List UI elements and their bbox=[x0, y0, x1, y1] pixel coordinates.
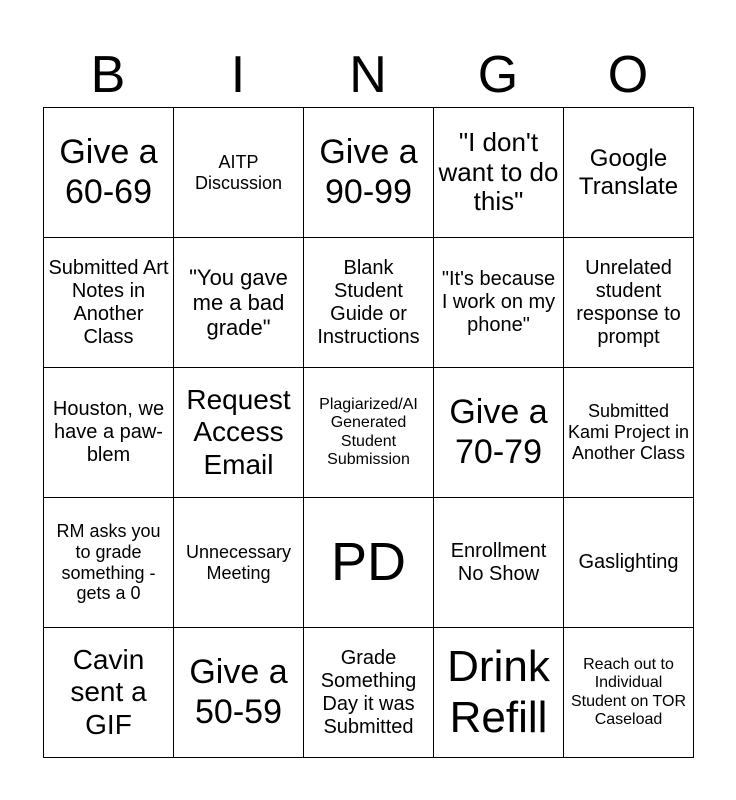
bingo-cell[interactable]: Unnecessary Meeting bbox=[174, 498, 304, 628]
bingo-cell[interactable]: Google Translate bbox=[564, 108, 694, 238]
bingo-cell[interactable]: Houston, we have a paw-blem bbox=[44, 368, 174, 498]
bingo-cell[interactable]: Give a 60-69 bbox=[44, 108, 174, 238]
bingo-cell[interactable]: Submitted Art Notes in Another Class bbox=[44, 238, 174, 368]
bingo-cell[interactable]: "It's because I work on my phone" bbox=[434, 238, 564, 368]
bingo-cell[interactable]: AITP Discussion bbox=[174, 108, 304, 238]
bingo-board bbox=[43, 107, 694, 758]
header-letter-b: B bbox=[90, 46, 126, 104]
header-letter-g: G bbox=[477, 46, 519, 104]
bingo-cell[interactable]: Submitted Kami Project in Another Class bbox=[564, 368, 694, 498]
bingo-cell[interactable]: Unrelated student response to prompt bbox=[564, 238, 694, 368]
bingo-cell[interactable]: Reach out to Individual Student on TOR Caseload bbox=[564, 628, 694, 758]
board-row bbox=[44, 238, 694, 368]
bingo-cell[interactable]: Drink Refill bbox=[434, 628, 564, 758]
bingo-cell[interactable]: Give a 50-59 bbox=[174, 628, 304, 758]
board-row bbox=[44, 108, 694, 238]
bingo-cell[interactable]: Blank Student Guide or Instructions bbox=[304, 238, 434, 368]
bingo-cell[interactable]: Request Access Email bbox=[174, 368, 304, 498]
header-letter-o: O bbox=[607, 46, 649, 104]
bingo-cell[interactable]: Give a 90-99 bbox=[304, 108, 434, 238]
bingo-cell[interactable]: Gaslighting bbox=[564, 498, 694, 628]
bingo-cell[interactable]: Cavin sent a GIF bbox=[44, 628, 174, 758]
bingo-cell[interactable]: Give a 70-79 bbox=[434, 368, 564, 498]
bingo-cell[interactable]: RM asks you to grade something - gets a 0 bbox=[44, 498, 174, 628]
bingo-cell[interactable]: Plagiarized/AI Generated Student Submission bbox=[304, 368, 434, 498]
board-row bbox=[44, 628, 694, 758]
board-row bbox=[44, 368, 694, 498]
bingo-cell-center[interactable]: PD bbox=[304, 498, 434, 628]
board-row bbox=[44, 498, 694, 628]
header-letter-n: N bbox=[349, 46, 387, 104]
bingo-cell[interactable]: "I don't want to do this" bbox=[434, 108, 564, 238]
bingo-cell[interactable]: Enrollment No Show bbox=[434, 498, 564, 628]
bingo-cell[interactable]: "You gave me a bad grade" bbox=[174, 238, 304, 368]
bingo-cell[interactable]: Grade Something Day it was Submitted bbox=[304, 628, 434, 758]
header-letter-i: I bbox=[230, 46, 246, 104]
bingo-header bbox=[43, 44, 693, 106]
